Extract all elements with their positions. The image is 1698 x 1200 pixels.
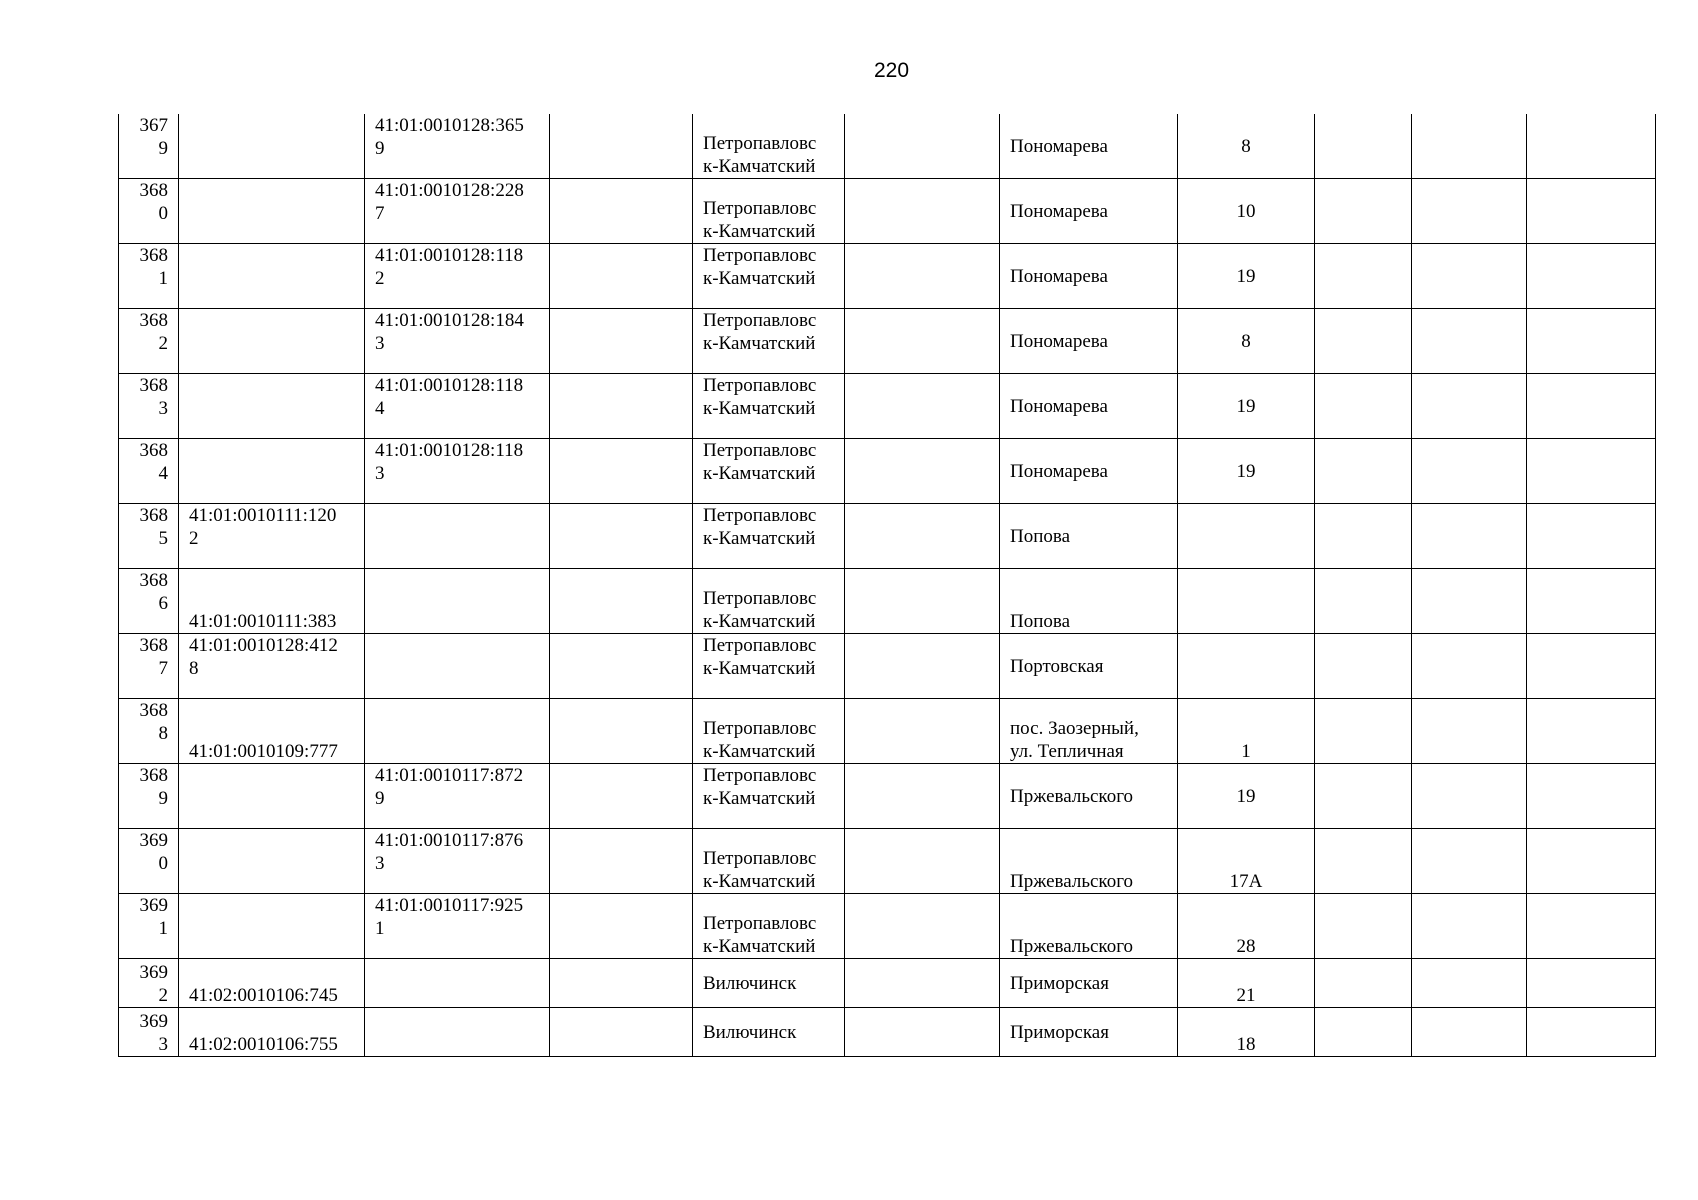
street-cell: Пономарева bbox=[1000, 244, 1178, 309]
house-number-cell bbox=[1178, 569, 1315, 634]
street-cell: Приморская bbox=[1000, 1008, 1178, 1057]
street-cell: Приморская bbox=[1000, 959, 1178, 1008]
empty-cell bbox=[1527, 699, 1656, 764]
cadastral-number-secondary: 41:01:0010128:184 3 bbox=[365, 309, 550, 374]
cadastral-number-primary bbox=[179, 309, 365, 374]
empty-cell bbox=[845, 179, 1000, 244]
empty-cell bbox=[845, 634, 1000, 699]
house-number-cell: 10 bbox=[1178, 179, 1315, 244]
row-number: 369 1 bbox=[119, 894, 179, 959]
cadastral-number-primary bbox=[179, 764, 365, 829]
cadastral-number-secondary: 41:01:0010128:118 4 bbox=[365, 374, 550, 439]
empty-cell bbox=[1412, 439, 1527, 504]
empty-cell bbox=[1412, 634, 1527, 699]
empty-cell bbox=[1315, 829, 1412, 894]
empty-cell bbox=[550, 244, 693, 309]
city-cell: Вилючинск bbox=[693, 1008, 845, 1057]
empty-cell bbox=[550, 699, 693, 764]
empty-cell bbox=[845, 699, 1000, 764]
empty-cell bbox=[845, 439, 1000, 504]
house-number-cell: 28 bbox=[1178, 894, 1315, 959]
house-number-cell bbox=[1178, 504, 1315, 569]
empty-cell bbox=[1315, 179, 1412, 244]
street-cell: Попова bbox=[1000, 504, 1178, 569]
city-cell: Петропавловс к-Камчатский bbox=[693, 699, 845, 764]
city-cell: Петропавловс к-Камчатский bbox=[693, 309, 845, 374]
empty-cell bbox=[1412, 374, 1527, 439]
empty-cell bbox=[550, 374, 693, 439]
cadastral-number-secondary: 41:01:0010117:925 1 bbox=[365, 894, 550, 959]
empty-cell bbox=[845, 1008, 1000, 1057]
cadastral-number-secondary: 41:01:0010128:118 2 bbox=[365, 244, 550, 309]
page-number: 220 bbox=[873, 59, 910, 82]
city-cell: Петропавловс к-Камчатский bbox=[693, 829, 845, 894]
empty-cell bbox=[550, 309, 693, 374]
city-cell: Петропавловс к-Камчатский bbox=[693, 244, 845, 309]
street-cell: Попова bbox=[1000, 569, 1178, 634]
row-number: 369 3 bbox=[119, 1008, 179, 1057]
row-number: 369 0 bbox=[119, 829, 179, 894]
row-number: 368 2 bbox=[119, 309, 179, 374]
empty-cell bbox=[1315, 244, 1412, 309]
table-row bbox=[119, 179, 1656, 244]
empty-cell bbox=[1412, 959, 1527, 1008]
empty-cell bbox=[845, 829, 1000, 894]
empty-cell bbox=[1527, 894, 1656, 959]
empty-cell bbox=[845, 894, 1000, 959]
cadastral-number-secondary: 41:01:0010128:118 3 bbox=[365, 439, 550, 504]
empty-cell bbox=[1412, 179, 1527, 244]
empty-cell bbox=[1315, 114, 1412, 179]
row-number: 368 5 bbox=[119, 504, 179, 569]
house-number-cell: 18 bbox=[1178, 1008, 1315, 1057]
row-number: 368 7 bbox=[119, 634, 179, 699]
empty-cell bbox=[1315, 569, 1412, 634]
empty-cell bbox=[845, 114, 1000, 179]
empty-cell bbox=[845, 959, 1000, 1008]
row-number: 368 8 bbox=[119, 699, 179, 764]
street-cell: Пржевальского bbox=[1000, 894, 1178, 959]
street-cell: Пономарева bbox=[1000, 114, 1178, 179]
row-number: 368 9 bbox=[119, 764, 179, 829]
street-cell: Пржевальского bbox=[1000, 764, 1178, 829]
city-cell: Петропавловс к-Камчатский bbox=[693, 634, 845, 699]
street-cell: Пономарева bbox=[1000, 374, 1178, 439]
cadastral-number-primary: 41:02:0010106:755 bbox=[179, 1008, 365, 1057]
house-number-cell: 21 bbox=[1178, 959, 1315, 1008]
empty-cell bbox=[845, 244, 1000, 309]
empty-cell bbox=[550, 439, 693, 504]
empty-cell bbox=[1412, 309, 1527, 374]
row-number: 367 9 bbox=[119, 114, 179, 179]
cadastral-number-secondary bbox=[365, 634, 550, 699]
row-number: 368 4 bbox=[119, 439, 179, 504]
street-cell: Пржевальского bbox=[1000, 829, 1178, 894]
empty-cell bbox=[1527, 179, 1656, 244]
empty-cell bbox=[1412, 829, 1527, 894]
table-row bbox=[119, 634, 1656, 699]
empty-cell bbox=[1527, 374, 1656, 439]
empty-cell bbox=[1315, 634, 1412, 699]
city-cell: Вилючинск bbox=[693, 959, 845, 1008]
cadastral-number-secondary: 41:01:0010128:228 7 bbox=[365, 179, 550, 244]
empty-cell bbox=[550, 569, 693, 634]
empty-cell bbox=[1315, 764, 1412, 829]
street-cell: Пономарева bbox=[1000, 179, 1178, 244]
row-number: 368 6 bbox=[119, 569, 179, 634]
empty-cell bbox=[1527, 244, 1656, 309]
row-number: 368 1 bbox=[119, 244, 179, 309]
empty-cell bbox=[1527, 1008, 1656, 1057]
table-row bbox=[119, 764, 1656, 829]
cadastral-number-primary: 41:01:0010111:383 bbox=[179, 569, 365, 634]
empty-cell bbox=[845, 309, 1000, 374]
house-number-cell: 8 bbox=[1178, 114, 1315, 179]
empty-cell bbox=[1412, 1008, 1527, 1057]
empty-cell bbox=[1412, 764, 1527, 829]
cadastral-number-secondary: 41:01:0010117:872 9 bbox=[365, 764, 550, 829]
table-row bbox=[119, 114, 1656, 179]
cadastral-number-secondary bbox=[365, 1008, 550, 1057]
empty-cell bbox=[550, 764, 693, 829]
empty-cell bbox=[845, 504, 1000, 569]
table-row bbox=[119, 829, 1656, 894]
empty-cell bbox=[845, 374, 1000, 439]
empty-cell bbox=[845, 569, 1000, 634]
cadastral-number-primary bbox=[179, 894, 365, 959]
cadastral-number-primary: 41:01:0010128:412 8 bbox=[179, 634, 365, 699]
street-cell: Пономарева bbox=[1000, 439, 1178, 504]
house-number-cell: 1 bbox=[1178, 699, 1315, 764]
empty-cell bbox=[1315, 959, 1412, 1008]
cadastral-number-secondary: 41:01:0010128:365 9 bbox=[365, 114, 550, 179]
table-row bbox=[119, 894, 1656, 959]
table-row bbox=[119, 504, 1656, 569]
city-cell: Петропавловс к-Камчатский bbox=[693, 504, 845, 569]
table-row bbox=[119, 1008, 1656, 1057]
empty-cell bbox=[1527, 634, 1656, 699]
empty-cell bbox=[550, 959, 693, 1008]
cadastral-number-secondary bbox=[365, 699, 550, 764]
empty-cell bbox=[1527, 309, 1656, 374]
empty-cell bbox=[1315, 439, 1412, 504]
empty-cell bbox=[1412, 114, 1527, 179]
street-cell: пос. Заозерный, ул. Тепличная bbox=[1000, 699, 1178, 764]
city-cell: Петропавловс к-Камчатский bbox=[693, 374, 845, 439]
city-cell: Петропавловс к-Камчатский bbox=[693, 114, 845, 179]
registry-table bbox=[118, 114, 1656, 1057]
table-row bbox=[119, 699, 1656, 764]
house-number-cell: 19 bbox=[1178, 439, 1315, 504]
house-number-cell: 17А bbox=[1178, 829, 1315, 894]
empty-cell bbox=[550, 114, 693, 179]
city-cell: Петропавловс к-Камчатский bbox=[693, 439, 845, 504]
cadastral-number-primary: 41:02:0010106:745 bbox=[179, 959, 365, 1008]
empty-cell bbox=[550, 179, 693, 244]
empty-cell bbox=[550, 634, 693, 699]
table-row bbox=[119, 439, 1656, 504]
house-number-cell: 8 bbox=[1178, 309, 1315, 374]
cadastral-number-secondary bbox=[365, 504, 550, 569]
empty-cell bbox=[1527, 439, 1656, 504]
empty-cell bbox=[1527, 959, 1656, 1008]
empty-cell bbox=[1412, 569, 1527, 634]
empty-cell bbox=[1412, 699, 1527, 764]
street-cell: Пономарева bbox=[1000, 309, 1178, 374]
table-row bbox=[119, 374, 1656, 439]
city-cell: Петропавловс к-Камчатский bbox=[693, 764, 845, 829]
table-row bbox=[119, 569, 1656, 634]
empty-cell bbox=[1315, 894, 1412, 959]
city-cell: Петропавловс к-Камчатский bbox=[693, 569, 845, 634]
city-cell: Петропавловс к-Камчатский bbox=[693, 179, 845, 244]
house-number-cell: 19 bbox=[1178, 244, 1315, 309]
cadastral-number-primary bbox=[179, 244, 365, 309]
empty-cell bbox=[1315, 374, 1412, 439]
empty-cell bbox=[1527, 114, 1656, 179]
empty-cell bbox=[1315, 504, 1412, 569]
table-row bbox=[119, 244, 1656, 309]
cadastral-number-primary bbox=[179, 374, 365, 439]
cadastral-number-primary bbox=[179, 829, 365, 894]
empty-cell bbox=[845, 764, 1000, 829]
house-number-cell: 19 bbox=[1178, 764, 1315, 829]
empty-cell bbox=[550, 829, 693, 894]
empty-cell bbox=[1412, 894, 1527, 959]
empty-cell bbox=[1315, 699, 1412, 764]
empty-cell bbox=[1412, 244, 1527, 309]
empty-cell bbox=[1527, 829, 1656, 894]
cadastral-number-primary bbox=[179, 114, 365, 179]
city-cell: Петропавловс к-Камчатский bbox=[693, 894, 845, 959]
cadastral-number-secondary bbox=[365, 959, 550, 1008]
empty-cell bbox=[550, 504, 693, 569]
row-number: 368 0 bbox=[119, 179, 179, 244]
cadastral-number-secondary bbox=[365, 569, 550, 634]
empty-cell bbox=[1527, 569, 1656, 634]
cadastral-number-primary: 41:01:0010111:120 2 bbox=[179, 504, 365, 569]
street-cell: Портовская bbox=[1000, 634, 1178, 699]
table-row bbox=[119, 309, 1656, 374]
empty-cell bbox=[550, 894, 693, 959]
empty-cell bbox=[1412, 504, 1527, 569]
table-row bbox=[119, 959, 1656, 1008]
cadastral-number-secondary: 41:01:0010117:876 3 bbox=[365, 829, 550, 894]
house-number-cell: 19 bbox=[1178, 374, 1315, 439]
house-number-cell bbox=[1178, 634, 1315, 699]
row-number: 368 3 bbox=[119, 374, 179, 439]
cadastral-number-primary bbox=[179, 179, 365, 244]
row-number: 369 2 bbox=[119, 959, 179, 1008]
empty-cell bbox=[550, 1008, 693, 1057]
empty-cell bbox=[1527, 764, 1656, 829]
empty-cell bbox=[1527, 504, 1656, 569]
empty-cell bbox=[1315, 1008, 1412, 1057]
empty-cell bbox=[1315, 309, 1412, 374]
cadastral-number-primary bbox=[179, 439, 365, 504]
cadastral-number-primary: 41:01:0010109:777 bbox=[179, 699, 365, 764]
